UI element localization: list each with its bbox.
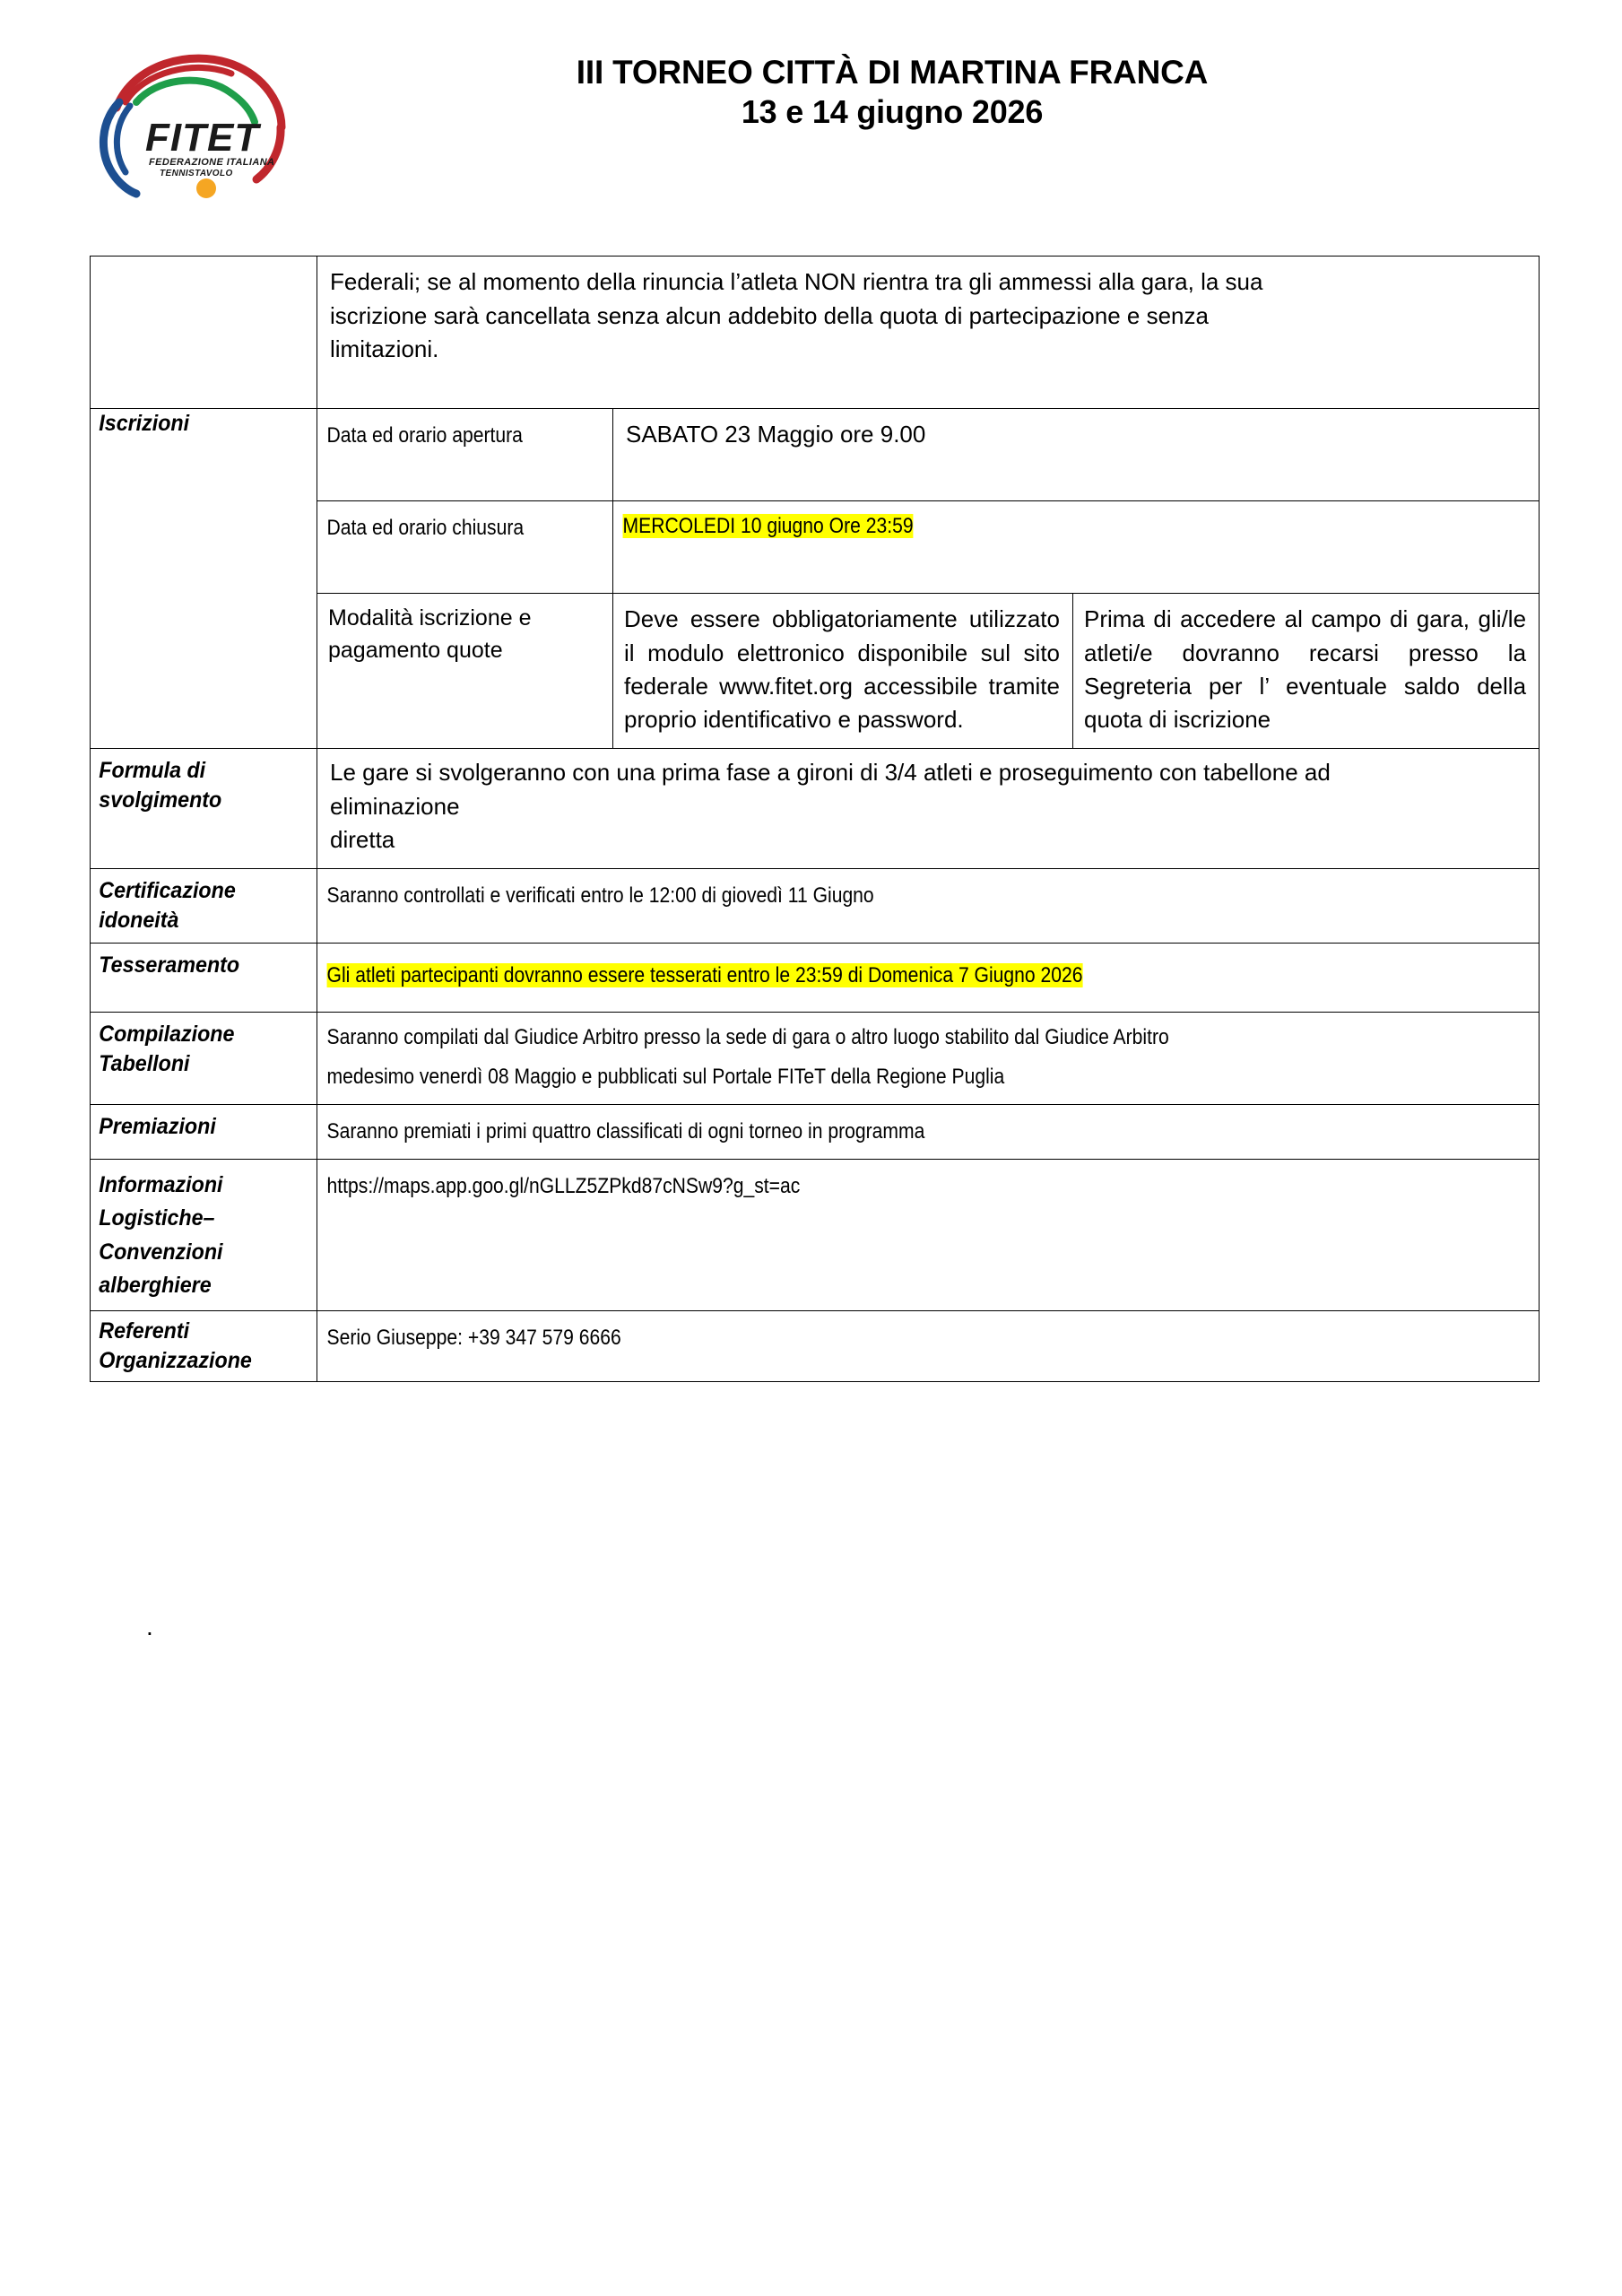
modalita-text-cell — [613, 594, 1073, 749]
apertura-value: SABATO 23 Maggio ore 9.00 — [626, 421, 926, 448]
premiazioni-label-cell — [91, 1104, 317, 1159]
modalita-label-line-2: pagamento quote — [328, 637, 503, 663]
formula-value-line-1: Le gare si svolgeranno con una prima fase a gironi di 3/4 atleti e proseguimento con tabellone ad — [330, 758, 1331, 786]
formula-label-line-1: Formula di — [99, 757, 206, 783]
chiusura-label-cell — [317, 501, 613, 594]
informazioni-label-line-1: Informazioni — [99, 1171, 223, 1197]
intro-line-1: Federali; se al momento della rinuncia l’atleta NON rientra tra gli ammessi alla gara, la sua — [330, 268, 1263, 295]
compilazione-label-line-2: Tabelloni — [99, 1050, 190, 1076]
intro-line-3: limitazioni. — [330, 335, 439, 363]
page-title: III TORNEO CITTÀ DI MARTINA FRANCA — [576, 54, 1209, 91]
iscrizioni-label-cell — [91, 409, 317, 749]
table-row-informazioni — [91, 1159, 1540, 1310]
iscrizioni-label: Iscrizioni — [99, 411, 190, 437]
table-row-intro — [91, 257, 1540, 409]
regulation-table — [90, 256, 1540, 1382]
segreteria-text: Prima di accedere al campo di gara, gli/le atleti/e dovranno recarsi presso la Segreteria per l’ eventuale saldo della quota di iscrizione — [1084, 605, 1527, 734]
compilazione-label-cell — [91, 1012, 317, 1104]
intro-label-cell — [91, 257, 317, 409]
stray-mark: . — [146, 1613, 153, 1640]
chiusura-label: Data ed orario chiusura — [326, 516, 525, 541]
formula-label-line-2: svolgimento — [99, 787, 222, 813]
table-row-tesseramento — [91, 943, 1540, 1012]
chiusura-value: MERCOLEDI 10 giugno Ore 23:59 — [622, 514, 914, 539]
tesseramento-label: Tesseramento — [99, 952, 240, 978]
apertura-value-cell — [613, 409, 1540, 501]
chiusura-value-cell — [613, 501, 1540, 594]
table-row-compilazione — [91, 1012, 1540, 1104]
formula-value-cell — [317, 748, 1540, 868]
premiazioni-label: Premiazioni — [99, 1113, 216, 1139]
table-row-premiazioni — [91, 1104, 1540, 1159]
compilazione-label-line-1: Compilazione — [99, 1021, 235, 1047]
svg-text:FEDERAZIONE ITALIANA: FEDERAZIONE ITALIANA — [149, 157, 275, 168]
certificazione-label-line-2: idoneità — [99, 907, 179, 933]
compilazione-value-line-2: medesimo venerdì 08 Maggio e pubblicati sul Portale FITeT della Regione Puglia — [326, 1064, 1005, 1089]
formula-label-cell — [91, 748, 317, 868]
referenti-value-cell — [317, 1310, 1540, 1381]
referenti-value: Serio Giuseppe: +39 347 579 6666 — [326, 1325, 621, 1350]
table-row-apertura — [91, 409, 1540, 501]
informazioni-label-cell — [91, 1159, 317, 1310]
formula-value-line-2: eliminazione — [330, 792, 460, 820]
apertura-label: Data ed orario apertura — [326, 423, 523, 448]
formula-value-line-3: diretta — [330, 826, 395, 854]
certificazione-value-cell — [317, 868, 1540, 943]
tesseramento-value: Gli atleti partecipanti dovranno essere tesserati entro le 23:59 di Domenica 7 Giugno 2026 — [326, 962, 1083, 987]
compilazione-value-line-1: Saranno compilati dal Giudice Arbitro presso la sede di gara o altro luogo stabilito dal Giudice Arbitro — [326, 1024, 1169, 1049]
modalita-label-line-1: Modalità iscrizione e — [328, 605, 532, 631]
svg-text:TENNISTAVOLO: TENNISTAVOLO — [160, 169, 233, 178]
tesseramento-value-cell — [317, 943, 1540, 1012]
compilazione-value-cell — [317, 1012, 1540, 1104]
table-row-referenti — [91, 1310, 1540, 1381]
referenti-label-cell — [91, 1310, 317, 1381]
certificazione-label-cell — [91, 868, 317, 943]
page-subtitle: 13 e 14 giugno 2026 — [741, 93, 1044, 131]
referenti-label-line-1: Referenti — [99, 1318, 190, 1344]
certificazione-label-line-1: Certificazione — [99, 877, 236, 903]
apertura-label-cell — [317, 409, 613, 501]
premiazioni-value: Saranno premiati i primi quattro classificati di ogni torneo in programma — [326, 1118, 925, 1144]
svg-text:FITET: FITET — [145, 116, 260, 160]
maps-link[interactable]: https://maps.app.goo.gl/nGLLZ5ZPkd87cNSw9?g_st=ac — [326, 1173, 801, 1198]
informazioni-label-line-2: Logistiche– — [99, 1205, 215, 1231]
premiazioni-value-cell — [317, 1104, 1540, 1159]
segreteria-text-cell — [1073, 594, 1540, 749]
table-row-certificazione — [91, 868, 1540, 943]
referenti-label-line-2: Organizzazione — [99, 1347, 252, 1373]
informazioni-label-line-3: Convenzioni — [99, 1239, 223, 1265]
intro-line-2: iscrizione sarà cancellata senza alcun addebito della quota di partecipazione e senza — [330, 301, 1209, 329]
certificazione-value: Saranno controllati e verificati entro le 12:00 di giovedì 11 Giugno — [326, 883, 874, 908]
title-block — [296, 52, 1488, 132]
tesseramento-label-cell — [91, 943, 317, 1012]
informazioni-label-line-4: alberghiere — [99, 1273, 212, 1299]
modalita-label-cell — [317, 594, 613, 749]
intro-text-cell — [317, 257, 1540, 409]
fitet-logo — [90, 52, 296, 200]
table-row-formula — [91, 748, 1540, 868]
informazioni-value-cell — [317, 1159, 1540, 1310]
document-header — [0, 36, 1622, 197]
modalita-text: Deve essere obbligatoriamente utilizzato il modulo elettronico disponibile sul sito federale www.fitet.org accessibile tramite proprio identificativo e password. — [624, 605, 1060, 734]
